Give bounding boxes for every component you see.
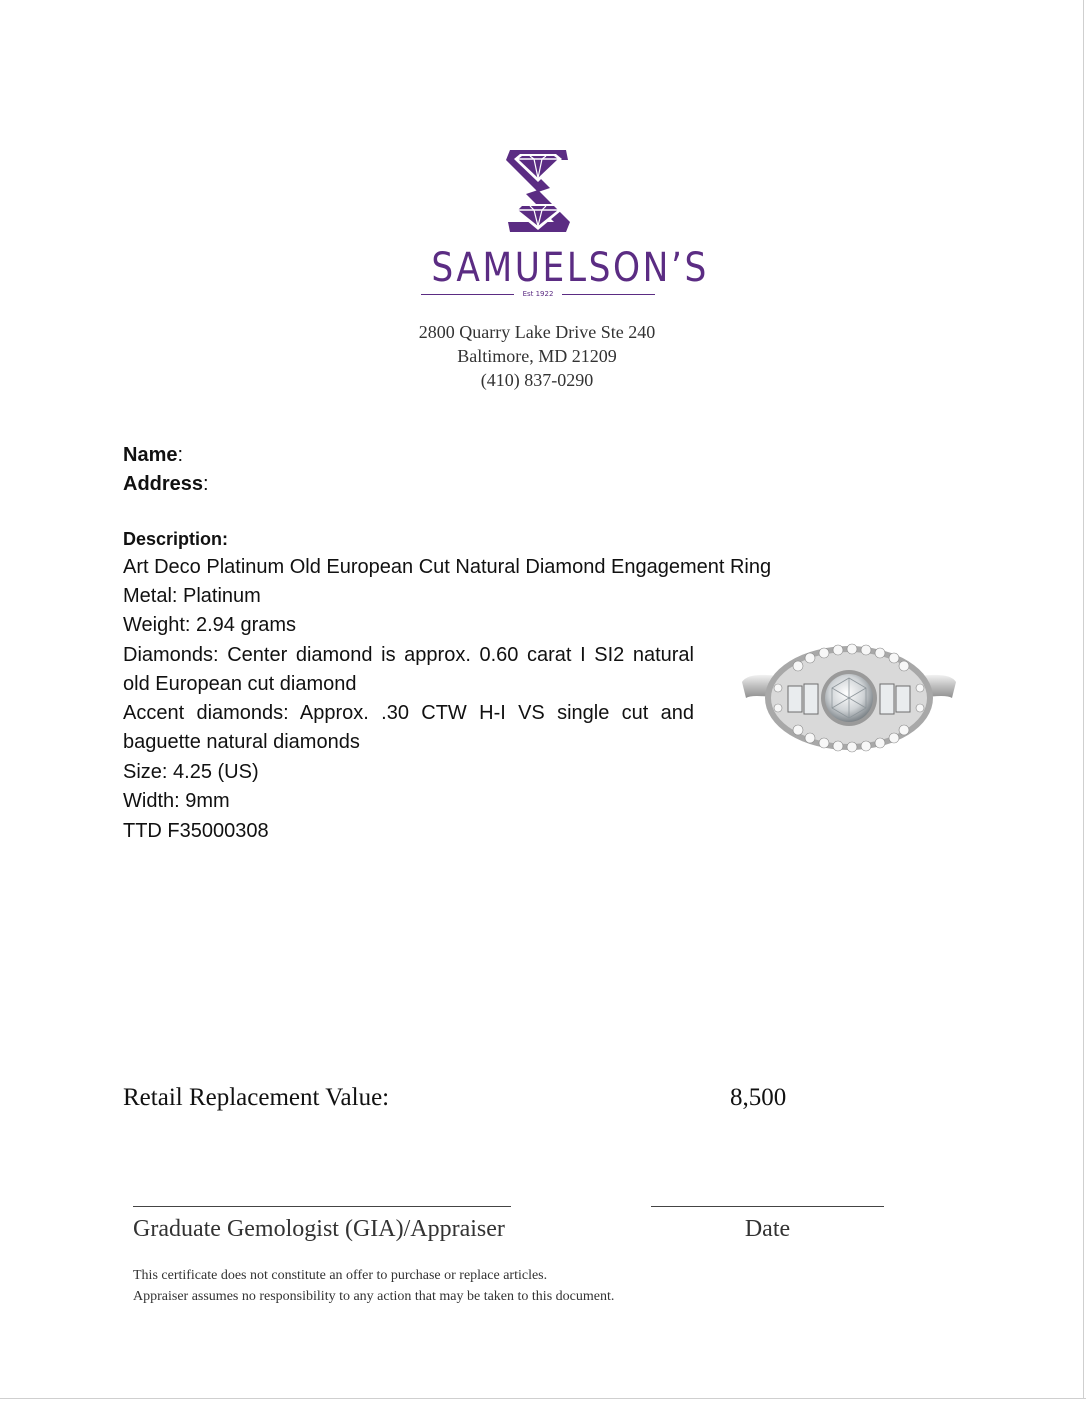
spec-weight: Weight: 2.94 grams bbox=[123, 614, 297, 636]
client-name-row: Name: bbox=[123, 444, 184, 466]
client-name-label: Name bbox=[123, 444, 178, 466]
brand-rule-right bbox=[562, 294, 655, 295]
date-signature-line bbox=[651, 1206, 884, 1207]
spec-ttd: TTD F35000308 bbox=[123, 820, 269, 842]
description-heading: Description: bbox=[123, 529, 229, 549]
spec-size: Size: 4.25 (US) bbox=[123, 761, 259, 783]
disclaimer bbox=[133, 1265, 614, 1307]
store-city-state-zip: Baltimore, MD 21209 bbox=[457, 346, 617, 366]
page-edge-right bbox=[1083, 0, 1084, 1398]
appraiser-label: Graduate Gemologist (GIA)/Appraiser bbox=[133, 1216, 505, 1242]
spec-width: Width: 9mm bbox=[123, 790, 230, 812]
disclaimer-line-1: This certificate does not constitute an offer to purchase or replace articles. bbox=[133, 1268, 548, 1283]
diamond-s-logo-icon bbox=[500, 146, 576, 236]
client-address-row: Address: bbox=[123, 473, 209, 495]
replacement-value-amount: 8,500 bbox=[730, 1084, 787, 1111]
client-fields bbox=[123, 441, 209, 499]
brand-name: SAMUELSON’S bbox=[431, 245, 709, 291]
page-edge-bottom bbox=[0, 1398, 1086, 1399]
brand-established: Est 1922 bbox=[522, 290, 554, 298]
store-street: 2800 Quarry Lake Drive Ste 240 bbox=[418, 322, 656, 342]
store-address bbox=[380, 320, 694, 392]
spec-accent-diamonds: Accent diamonds: Approx. .30 CTW H-I VS single cut and baguette natural diamonds bbox=[123, 702, 694, 753]
spec-diamonds: Diamonds: Center diamond is approx. 0.60 carat I SI2 natural old European cut diamond bbox=[123, 644, 694, 695]
client-address-label: Address bbox=[123, 473, 204, 495]
brand-rule-left bbox=[421, 294, 514, 295]
replacement-value-label: Retail Replacement Value: bbox=[123, 1084, 390, 1111]
store-phone: (410) 837-0290 bbox=[480, 370, 594, 390]
disclaimer-line-2: Appraiser assumes no responsibility to any action that may be taken to this document. bbox=[133, 1289, 615, 1304]
date-label: Date bbox=[744, 1216, 791, 1242]
description-title: Art Deco Platinum Old European Cut Natural Diamond Engagement Ring bbox=[123, 556, 772, 578]
spec-metal: Metal: Platinum bbox=[123, 585, 261, 607]
appraiser-signature-line bbox=[133, 1206, 511, 1207]
ring-photo bbox=[738, 636, 960, 760]
